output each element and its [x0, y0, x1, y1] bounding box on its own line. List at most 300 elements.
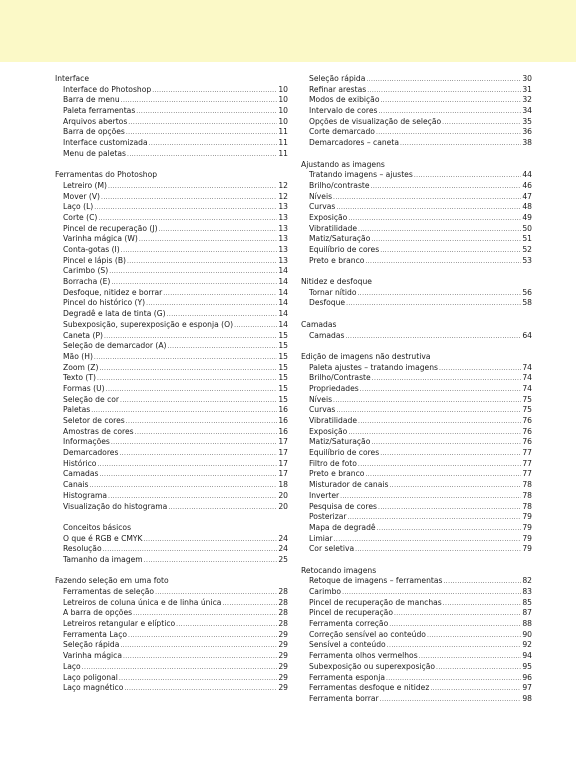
toc-entry-label: Barra de menu [63, 95, 120, 105]
toc-entry-label: Resolução [63, 544, 102, 554]
toc-entry-label: Exposição [309, 426, 348, 436]
toc-entry-label: Tamanho da imagem [63, 554, 143, 564]
toc-entry-page-number: 28 [278, 597, 288, 607]
toc-entry [301, 234, 532, 245]
toc-entry [55, 373, 288, 384]
dot-leader [358, 460, 521, 471]
dot-leader [139, 235, 277, 246]
toc-entry-page-number: 14 [278, 319, 288, 329]
section-heading-nitidez-e-desfoque: Nitidez e desfoque [301, 277, 372, 287]
toc-entry [301, 587, 532, 598]
toc-entry [55, 630, 288, 641]
dot-leader [358, 417, 521, 428]
toc-entry-label: Letreiros retangular e elíptico [63, 619, 176, 629]
dot-leader [234, 321, 277, 332]
dot-leader [159, 225, 278, 236]
toc-entry-page-number: 17 [278, 448, 288, 458]
toc-entry [301, 630, 532, 641]
toc-entry-page-number: 10 [278, 84, 288, 94]
toc-entry [301, 491, 532, 502]
toc-entry-label: Camadas [63, 469, 99, 479]
toc-entry-page-number: 29 [278, 651, 288, 661]
toc-entry [301, 395, 532, 406]
dot-leader [427, 631, 521, 642]
toc-entry-label: Brilho/Contraste [309, 373, 371, 383]
dot-leader [128, 631, 277, 642]
toc-entry-page-number: 79 [522, 544, 532, 554]
toc-entry [55, 587, 288, 598]
toc-entry-label: Laço poligonal [63, 672, 118, 682]
toc-entry-label: Camadas [309, 330, 345, 340]
toc-entry [301, 363, 532, 374]
toc-entry-label: Curvas [309, 405, 336, 415]
toc-entry-page-number: 52 [522, 245, 532, 254]
toc-entry-page-number: 75 [522, 394, 532, 404]
dot-leader [348, 428, 521, 439]
toc-entry-page-number: 48 [522, 202, 532, 212]
toc-entry-label: Menu de paletas [63, 148, 127, 158]
dot-leader [99, 364, 277, 375]
toc-entry-label: Ferramenta esponja [309, 672, 385, 682]
toc-entry [55, 298, 288, 309]
toc-entry-page-number: 31 [522, 84, 532, 94]
toc-entry-page-number: 15 [278, 351, 288, 361]
toc-entry-label: Interface customizada [63, 138, 148, 148]
toc-entry-label: Vibratilidade [309, 416, 358, 425]
toc-entry-label: Pincel de recuperação (J) [63, 223, 158, 233]
toc-entry-page-number: 64 [522, 330, 532, 340]
toc-entry [301, 298, 532, 309]
toc-entry-label: A barra de opções [63, 608, 133, 618]
toc-entry-label: Borracha (E) [63, 277, 111, 287]
toc-entry [301, 683, 532, 694]
toc-entry [301, 202, 532, 213]
toc-entry [55, 256, 288, 267]
toc-entry [55, 149, 288, 160]
section-spacer [55, 512, 288, 523]
toc-entry [55, 395, 288, 406]
toc-entry-label: Filtro de foto [309, 458, 357, 468]
toc-right-column [301, 74, 532, 705]
toc-entry [55, 85, 288, 96]
toc-entry [301, 673, 532, 684]
dot-leader [389, 481, 521, 492]
toc-entry-label: Propriedades [309, 383, 359, 393]
toc-entry-label: Degradê e lata de tinta (G) [63, 309, 166, 319]
toc-entry-page-number: 76 [522, 426, 532, 436]
toc-entry-label: Canais [63, 480, 89, 490]
toc-entry [55, 502, 288, 513]
toc-entry-page-number: 83 [522, 587, 532, 596]
toc-entry [301, 213, 532, 224]
toc-entry [301, 331, 532, 342]
toc-entry-page-number: 15 [278, 362, 288, 372]
toc-entry-label: Seleção de demarcador (A) [63, 341, 167, 351]
toc-entry-label: Laço (L) [63, 202, 94, 212]
toc-entry-page-number: 96 [522, 672, 532, 682]
dot-leader [176, 620, 277, 631]
dot-leader [443, 599, 522, 610]
toc-entry-page-number: 75 [522, 405, 532, 415]
toc-entry-page-number: 32 [522, 95, 532, 105]
toc-entry-label: Equilíbrio de cores [309, 245, 380, 254]
dot-leader [365, 470, 521, 481]
toc-entry-label: Corte demarcado [309, 127, 375, 137]
toc-entry-label: Vibratilidade [309, 223, 358, 233]
toc-entry-label: Exposição [309, 212, 348, 222]
toc-entry-label: Ferramentas de seleção [63, 587, 155, 596]
toc-entry [301, 448, 532, 459]
dot-leader [123, 652, 277, 663]
toc-entry [301, 74, 532, 85]
section-spacer [301, 266, 532, 277]
toc-entry-page-number: 14 [278, 266, 288, 276]
toc-entry-label: Ferramenta Laço [63, 629, 128, 639]
toc-entry-page-number: 87 [522, 608, 532, 618]
toc-entry [55, 534, 288, 545]
toc-entry-label: Pesquisa de cores [309, 501, 378, 511]
toc-entry [301, 170, 532, 181]
dot-leader [394, 609, 521, 620]
toc-entry-label: Desfoque, nitidez e borrar [63, 287, 163, 297]
toc-entry-label: Formas (U) [63, 383, 105, 393]
toc-entry-label: Varinha mágica [63, 651, 122, 661]
dot-leader [108, 182, 277, 193]
dot-leader [101, 193, 277, 204]
dot-leader [372, 374, 522, 385]
toc-entry-page-number: 11 [278, 138, 288, 148]
toc-entry-page-number: 15 [278, 383, 288, 393]
toc-entry [301, 288, 532, 299]
dot-leader [111, 438, 277, 449]
toc-entry-page-number: 76 [522, 416, 532, 425]
toc-entry-label: Pincel e lápis (B) [63, 255, 126, 265]
toc-entry [301, 373, 532, 384]
toc-entry [301, 576, 532, 587]
toc-entry-label: Paleta ajustes – tratando imagens [309, 362, 438, 372]
toc-entry-page-number: 20 [278, 490, 288, 500]
dot-leader [128, 118, 277, 129]
toc-entry-label: Amostras de cores [63, 426, 134, 436]
toc-entry [55, 213, 288, 224]
toc-entry-label: Paleta ferramentas [63, 106, 136, 116]
toc-entry-page-number: 14 [278, 298, 288, 308]
toc-entry-label: Opções de visualização de seleção [309, 116, 442, 126]
toc-entry-page-number: 11 [278, 127, 288, 137]
toc-entry-page-number: 98 [522, 693, 532, 703]
toc-entry-page-number: 88 [522, 619, 532, 629]
toc-entry [55, 448, 288, 459]
toc-entry-label: Seleção de cor [63, 394, 120, 404]
toc-entry-page-number: 15 [278, 394, 288, 404]
dot-leader [400, 139, 521, 150]
dot-leader [97, 460, 277, 471]
toc-entry-page-number: 77 [522, 458, 532, 468]
dot-leader [443, 577, 521, 588]
section-heading-ferramentas-do-photoshop: Ferramentas do Photoshop [55, 170, 158, 180]
toc-entry-label: Inverter [309, 490, 340, 500]
toc-entry [55, 234, 288, 245]
toc-entry-page-number: 11 [278, 148, 288, 158]
toc-entry [55, 555, 288, 566]
toc-entry-page-number: 95 [522, 661, 532, 671]
toc-entry-page-number: 79 [522, 522, 532, 532]
toc-entry-page-number: 51 [522, 234, 532, 244]
toc-entry-label: Varinha mágica (W) [63, 234, 138, 244]
toc-entry-label: Curvas [309, 202, 336, 212]
toc-entry-page-number: 17 [278, 437, 288, 447]
toc-entry-label: Pincel de recuperação [309, 608, 393, 618]
dot-leader [90, 481, 278, 492]
section-heading-ajustando-as-imagens: Ajustando as imagens [301, 159, 385, 169]
dot-leader [442, 118, 521, 129]
toc-entry [55, 266, 288, 277]
section-heading-fazendo-selecao-em-uma-foto: Fazendo seleção em uma foto [55, 576, 169, 586]
section-spacer [55, 160, 288, 171]
dot-leader [430, 684, 521, 695]
toc-entry-page-number: 25 [278, 554, 288, 564]
toc-entry-page-number: 18 [278, 480, 288, 490]
toc-entry-page-number: 74 [522, 362, 532, 372]
toc-entry-label: Conta-gotas (I) [63, 245, 120, 254]
dot-leader [124, 684, 277, 695]
dot-leader [120, 641, 277, 652]
toc-entry [55, 95, 288, 106]
toc-entry-label: Pincel do histórico (Y) [63, 298, 146, 308]
toc-entry [301, 459, 532, 470]
dot-leader [127, 257, 277, 268]
toc-entry-page-number: 14 [278, 287, 288, 297]
dot-leader [333, 193, 521, 204]
toc-entry-page-number: 38 [522, 138, 532, 148]
section-spacer [301, 149, 532, 160]
toc-entry-page-number: 74 [522, 373, 532, 383]
toc-entry-label: Visualização do histograma [63, 501, 168, 511]
toc-entry [301, 192, 532, 203]
toc-entry-label: Interface do Photoshop [63, 84, 152, 94]
toc-entry [55, 352, 288, 363]
toc-entry-label: Correção sensível ao conteúdo [309, 629, 426, 639]
toc-left-column [55, 74, 288, 694]
toc-entry-label: Mão (H) [63, 351, 93, 361]
toc-entry-page-number: 29 [278, 683, 288, 693]
dot-leader [371, 438, 521, 449]
toc-entry [55, 673, 288, 684]
toc-entry-page-number: 16 [278, 416, 288, 425]
toc-entry [55, 341, 288, 352]
dot-leader [163, 289, 277, 300]
toc-entry [55, 640, 288, 651]
toc-entry-page-number: 13 [278, 234, 288, 244]
toc-entry-page-number: 29 [278, 640, 288, 650]
toc-entry-page-number: 10 [278, 95, 288, 105]
toc-entry-page-number: 10 [278, 116, 288, 126]
dot-leader [357, 289, 521, 300]
toc-entry-page-number: 15 [278, 373, 288, 383]
toc-entry-page-number: 13 [278, 212, 288, 222]
toc-entry-label: Sensível a conteúdo [309, 640, 386, 650]
toc-entry [55, 416, 288, 427]
toc-entry-page-number: 78 [522, 480, 532, 490]
dot-leader [152, 86, 277, 97]
toc-entry [55, 437, 288, 448]
dot-leader [127, 150, 277, 161]
toc-entry-label: Seletor de cores [63, 416, 125, 425]
toc-entry-label: Níveis [309, 394, 333, 404]
toc-entry [55, 320, 288, 331]
toc-entry [301, 181, 532, 192]
toc-entry-label: Laço magnético [63, 683, 124, 693]
toc-entry [55, 384, 288, 395]
toc-entry [55, 619, 288, 630]
toc-entry [301, 427, 532, 438]
toc-entry-label: Equilíbrio de cores [309, 448, 380, 458]
toc-entry-label: Conceitos básicos [63, 522, 132, 532]
toc-entry-page-number: 29 [278, 672, 288, 682]
toc-entry-page-number: 13 [278, 245, 288, 254]
toc-entry [55, 224, 288, 235]
toc-entry [301, 619, 532, 630]
dot-leader [360, 385, 522, 396]
dot-leader [144, 556, 278, 567]
toc-entry [55, 202, 288, 213]
dot-leader [126, 417, 278, 428]
dot-leader [135, 428, 278, 439]
toc-entry-page-number: 44 [522, 170, 532, 180]
toc-entry-page-number: 79 [522, 512, 532, 522]
toc-entry [55, 651, 288, 662]
toc-entry-label: Caneta (P) [63, 330, 103, 340]
toc-entry-page-number: 79 [522, 533, 532, 543]
toc-entry [301, 502, 532, 513]
dot-leader [346, 299, 521, 310]
dot-leader [99, 470, 277, 481]
dot-leader [222, 599, 277, 610]
toc-entry [55, 544, 288, 555]
toc-entry-label: Subexposição ou superexposição [309, 661, 436, 671]
toc-entry [301, 662, 532, 673]
toc-entry-label: Intervalo de cores [309, 106, 378, 116]
toc-entry-page-number: 94 [522, 651, 532, 661]
toc-entry-page-number: 10 [278, 106, 288, 116]
toc-entry-page-number: 17 [278, 458, 288, 468]
toc-entry-page-number: 13 [278, 223, 288, 233]
toc-entry [55, 277, 288, 288]
toc-entry [301, 245, 532, 256]
toc-entry-page-number: 13 [278, 202, 288, 212]
dot-leader [144, 535, 278, 546]
dot-leader [377, 524, 522, 535]
dot-leader [119, 449, 277, 460]
dot-leader [366, 75, 521, 86]
toc-entry-page-number: 28 [278, 587, 288, 596]
toc-entry [301, 469, 532, 480]
toc-entry-page-number: 15 [278, 330, 288, 340]
toc-entry-label: Histograma [63, 490, 108, 500]
toc-entry-label: Corte (C) [63, 212, 98, 222]
toc-entry [55, 138, 288, 149]
toc-entry [55, 683, 288, 694]
section-heading-camadas: Camadas [301, 319, 337, 329]
toc-entry [301, 640, 532, 651]
toc-entry-page-number: 12 [278, 191, 288, 201]
toc-entry-page-number: 49 [522, 212, 532, 222]
toc-entry-label: Pincel de recuperação de manchas [309, 597, 442, 607]
toc-entry-label: Ferramenta correção [309, 619, 389, 629]
toc-entry-label: Carimbo (S) [63, 266, 109, 276]
toc-entry-label: Preto e branco [309, 469, 365, 479]
toc-entry-page-number: 50 [522, 223, 532, 233]
toc-entry-page-number: 78 [522, 490, 532, 500]
toc-entry-label: Letreiros de coluna única e de linha única [63, 597, 222, 607]
toc-entry-label: Seleção rápida [309, 74, 366, 83]
toc-entry-label: Barra de opções [63, 127, 125, 137]
section-heading-interface: Interface [55, 74, 89, 83]
toc-entry-label: Ferramenta borrar [309, 693, 379, 703]
dot-leader [439, 364, 521, 375]
dot-leader [121, 246, 278, 257]
toc-entry-page-number: 30 [522, 74, 532, 83]
toc-entry-label: Cor seletiva [309, 544, 355, 554]
toc-entry [55, 181, 288, 192]
toc-entry-label: Mover (V) [63, 191, 101, 201]
dot-leader [334, 535, 522, 546]
toc-entry-label: Ferramentas desfoque e nitidez [309, 683, 430, 693]
toc-entry [301, 405, 532, 416]
dot-leader [381, 96, 522, 107]
toc-entry-page-number: 15 [278, 341, 288, 351]
section-spacer [301, 555, 532, 566]
toc-entry [55, 459, 288, 470]
toc-entry-page-number: 97 [522, 683, 532, 693]
toc-entry [55, 405, 288, 416]
toc-entry [301, 480, 532, 491]
toc-entry-page-number: 56 [522, 287, 532, 297]
section-heading-edicao-de-imagens-nao-destrutiva: Edição de imagens não destrutiva [301, 351, 431, 361]
toc-entry-label: Níveis [309, 191, 333, 201]
section-heading-retocando-imagens: Retocando imagens [301, 565, 377, 575]
toc-entry-label: Mapa de degradê [309, 522, 376, 532]
toc-entry-label: Modos de exibição [309, 95, 380, 105]
dot-leader [149, 139, 278, 150]
toc-entry-label: Arquivos abertos [63, 116, 128, 126]
dot-leader [106, 385, 278, 396]
toc-entry [55, 363, 288, 374]
toc-entry [301, 416, 532, 427]
toc-entry [301, 544, 532, 555]
dot-leader [94, 353, 277, 364]
dot-leader [333, 396, 521, 407]
toc-entry [301, 138, 532, 149]
toc-entry [55, 309, 288, 320]
dot-leader [345, 332, 521, 343]
dot-leader [168, 503, 277, 514]
toc-entry-page-number: 36 [522, 127, 532, 137]
toc-entry-page-number: 76 [522, 437, 532, 447]
toc-entry-page-number: 17 [278, 469, 288, 479]
dot-leader [168, 342, 278, 353]
toc-entry-label: Limiar [309, 533, 333, 543]
toc-entry-label: Misturador de canais [309, 480, 389, 490]
dot-leader [336, 406, 521, 417]
toc-entry-page-number: 77 [522, 448, 532, 458]
dot-leader [355, 545, 521, 556]
toc-entry-label: Tratando imagens – ajustes [309, 170, 413, 180]
toc-entry-label: Demarcadores [63, 448, 119, 458]
toc-entry-page-number: 29 [278, 661, 288, 671]
toc-entry [301, 85, 532, 96]
toc-entry-page-number: 14 [278, 277, 288, 287]
